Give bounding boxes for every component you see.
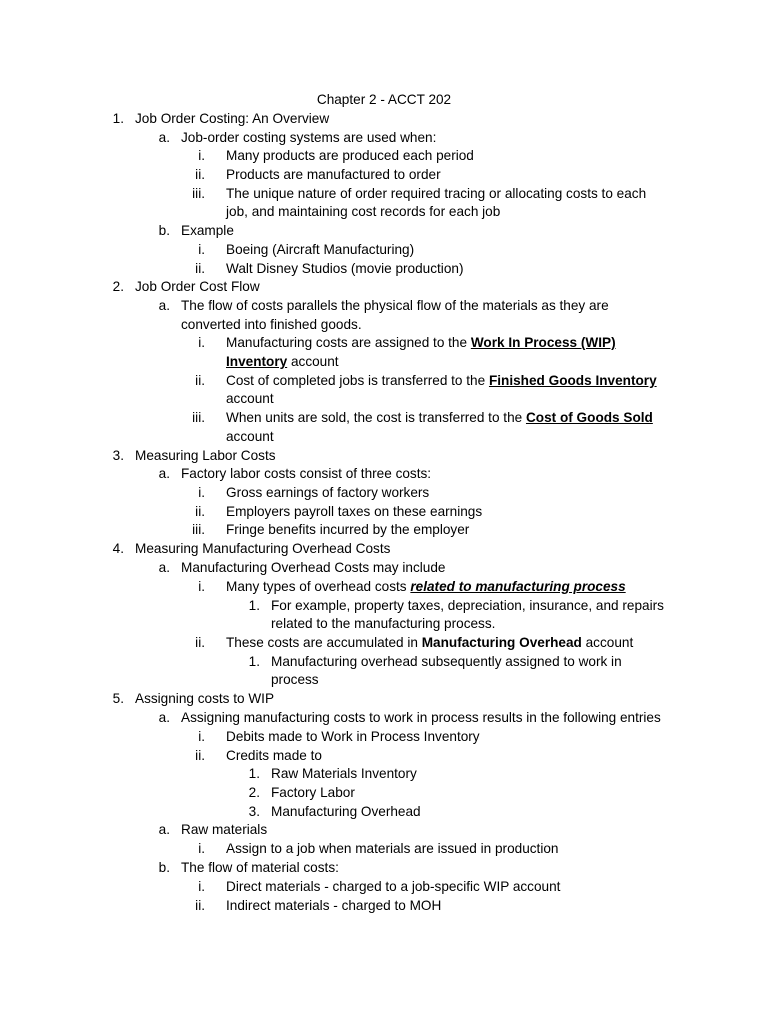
list-marker: ii. [195, 898, 205, 913]
emphasis-term: Inventory [226, 354, 288, 369]
list-item: Credits made to [226, 748, 322, 763]
list-item: Manufacturing overhead subsequently assigned to work in [271, 654, 622, 669]
list-item: The flow of costs parallels the physical flow of the materials as they are [181, 298, 609, 313]
emphasis-term: Manufacturing Overhead [421, 635, 582, 650]
list-item: Fringe benefits incurred by the employer [226, 522, 470, 537]
list-marker: 5. [112, 691, 124, 706]
list-item: Many products are produced each period [226, 148, 474, 163]
list-item: Products are manufactured to order [226, 167, 441, 182]
list-marker: 2. [112, 279, 124, 294]
list-marker: b. [158, 860, 170, 875]
list-item: Assigning costs to WIP [135, 691, 275, 706]
list-marker: ii. [195, 748, 205, 763]
list-marker: i. [198, 242, 205, 257]
list-item: Walt Disney Studios (movie production) [226, 261, 464, 276]
list-marker: ii. [195, 373, 205, 388]
emphasis-term: Cost of Goods Sold [525, 410, 653, 425]
list-marker: i. [198, 335, 205, 350]
list-item: Raw Materials Inventory [271, 766, 417, 781]
list-item: Employers payroll taxes on these earnings [226, 504, 483, 519]
list-marker: i. [198, 841, 205, 856]
list-item-continuation: job, and maintaining cost records for each job [226, 204, 501, 219]
list-item: Example [181, 223, 234, 238]
list-item: Assign to a job when materials are issued in production [226, 841, 559, 856]
list-item: Factory labor costs consist of three costs: [181, 466, 432, 481]
list-item: Gross earnings of factory workers [226, 485, 430, 500]
list-item: Manufacturing Overhead [271, 804, 421, 819]
list-item: Boeing (Aircraft Manufacturing) [226, 242, 415, 257]
list-marker: 3. [248, 804, 260, 819]
list-marker: a. [158, 298, 170, 313]
list-item: Job Order Costing: An Overview [135, 111, 330, 126]
list-marker: 4. [112, 541, 124, 556]
list-marker: i. [198, 879, 205, 894]
list-item: Measuring Labor Costs [135, 448, 276, 463]
list-marker: 2. [248, 785, 260, 800]
list-item: These costs are accumulated in Manufacturing Overhead account [226, 635, 634, 650]
list-marker: 1. [248, 766, 260, 781]
list-marker: 1. [248, 598, 260, 613]
list-marker: iii. [192, 186, 205, 201]
list-item: The unique nature of order required tracing or allocating costs to each [226, 186, 647, 201]
list-item: Manufacturing Overhead Costs may include [181, 560, 446, 575]
list-marker: b. [158, 223, 170, 238]
list-item-continuation: account [226, 391, 274, 406]
list-marker: i. [198, 579, 205, 594]
list-item-continuation: related to the manufacturing process. [271, 616, 496, 631]
list-marker: iii. [192, 522, 205, 537]
list-marker: a. [158, 822, 170, 837]
list-marker: a. [158, 710, 170, 725]
list-item: Manufacturing costs are assigned to the Work In Process (WIP) [226, 335, 616, 350]
list-item: Cost of completed jobs is transferred to the Finished Goods Inventory [226, 373, 657, 388]
list-item-continuation: process [271, 672, 319, 687]
list-marker: a. [158, 130, 170, 145]
list-marker: ii. [195, 635, 205, 650]
list-item: Job-order costing systems are used when: [181, 130, 437, 145]
list-marker: 1. [112, 111, 124, 126]
list-item: Indirect materials - charged to MOH [226, 898, 442, 913]
list-item: Factory Labor [271, 785, 355, 800]
list-item: Measuring Manufacturing Overhead Costs [135, 541, 391, 556]
list-marker: i. [198, 485, 205, 500]
list-item: Debits made to Work in Process Inventory [226, 729, 480, 744]
document-title: Chapter 2 - ACCT 202 [316, 92, 452, 107]
list-marker: a. [158, 466, 170, 481]
emphasis-term: Work In Process (WIP) [470, 335, 616, 350]
list-item: For example, property taxes, depreciation, insurance, and repairs [271, 598, 664, 613]
list-item: Many types of overhead costs related to manufacturing process [226, 579, 626, 594]
list-marker: ii. [195, 167, 205, 182]
list-item: The flow of material costs: [181, 860, 339, 875]
list-marker: 1. [248, 654, 260, 669]
list-marker: i. [198, 729, 205, 744]
list-marker: i. [198, 148, 205, 163]
emphasis-term: related to manufacturing process [410, 579, 626, 594]
emphasis-term: Finished Goods Inventory [488, 373, 657, 388]
list-marker: iii. [192, 410, 205, 425]
list-item: When units are sold, the cost is transferred to the Cost of Goods Sold [226, 410, 653, 425]
list-item: Raw materials [181, 822, 268, 837]
list-marker: ii. [195, 261, 205, 276]
list-marker: 3. [112, 448, 124, 463]
list-marker: ii. [195, 504, 205, 519]
list-item-continuation: account [226, 429, 274, 444]
list-item-continuation: Inventory account [226, 354, 339, 369]
list-item: Direct materials - charged to a job-specific WIP account [226, 879, 561, 894]
list-item: Job Order Cost Flow [135, 279, 260, 294]
list-marker: a. [158, 560, 170, 575]
list-item-continuation: converted into finished goods. [181, 317, 362, 332]
list-item: Assigning manufacturing costs to work in process results in the following entries [181, 710, 661, 725]
